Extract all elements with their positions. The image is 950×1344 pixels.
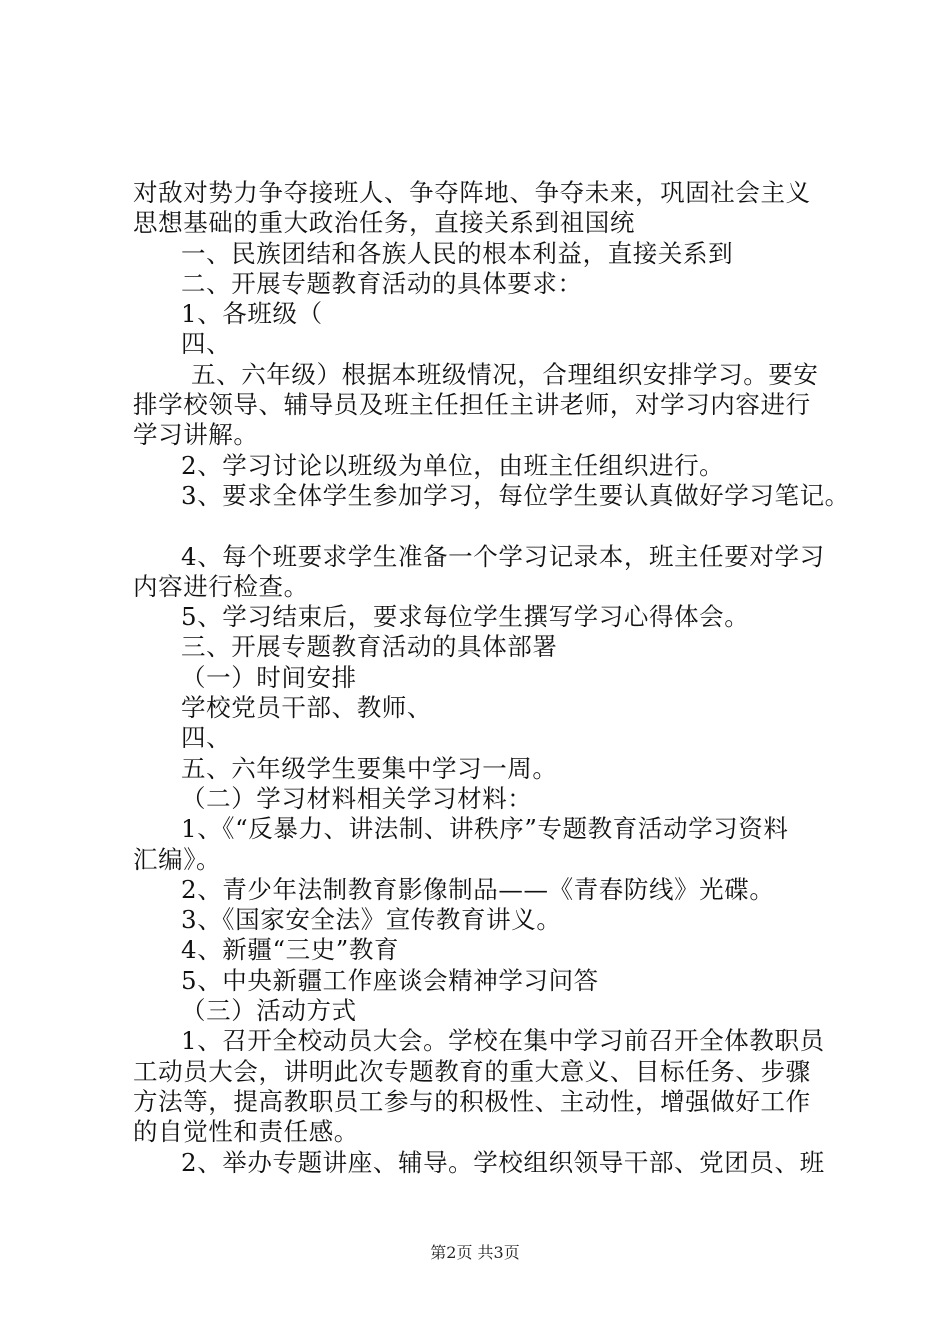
text-line: 对敌对势力争夺接班人、争夺阵地、争夺未来，巩固社会主义: [133, 178, 811, 207]
subsection-heading: （一）时间安排: [181, 662, 357, 692]
text-line: 的自觉性和责任感。: [133, 1117, 359, 1147]
blank-line: [133, 511, 838, 541]
text-line: 2、青少年法制教育影像制品——《青春防线》光碟。: [181, 874, 775, 904]
section-heading: 三、开展专题教育活动的具体部署: [181, 632, 558, 662]
text-line: 工动员大会，讲明此次专题教育的重大意义、目标任务、步骤: [133, 1056, 811, 1086]
text-line: 5、学习结束后，要求每位学生撰写学习心得体会。: [181, 602, 750, 632]
text-line: 2、学习讨论以班级为单位，由班主任组织进行。: [181, 450, 725, 480]
subsection-heading: （三）活动方式: [181, 996, 357, 1026]
page-footer: 第2页 共3页: [430, 1243, 520, 1262]
text-line: 4、每个班要求学生准备一个学习记录本，班主任要对学习: [181, 541, 825, 571]
text-line: 1、各班级（: [181, 299, 323, 329]
text-line: 5、中央新疆工作座谈会精神学习问答: [181, 965, 599, 995]
text-line: 五、六年级学生要集中学习一周。: [181, 753, 558, 783]
text-line: 汇编》。: [133, 844, 222, 874]
text-line: 方法等，提高教职员工参与的积极性、主动性，增强做好工作: [133, 1086, 811, 1116]
text-line: 四、: [181, 329, 232, 359]
text-line: 一、民族团结和各族人民的根本利益，直接关系到: [181, 238, 734, 268]
text-line: 3、《国家安全法》宣传教育讲义。: [181, 905, 562, 935]
text-line: 五、六年级）根据本班级情况，合理组织安排学习。要安: [191, 359, 819, 389]
text-line: 排学校领导、辅导员及班主任担任主讲老师，对学习内容进行: [133, 390, 811, 420]
text-line: 3、要求全体学生参加学习，每位学生要认真做好学习笔记。: [181, 480, 850, 510]
section-heading: 二、开展专题教育活动的具体要求：: [181, 268, 583, 298]
text-line: 内容进行检查。: [133, 571, 309, 601]
document-body: [133, 178, 850, 1178]
text-line: 思想基础的重大政治任务，直接关系到祖国统: [133, 208, 635, 238]
subsection-heading: （二）学习材料相关学习材料：: [181, 783, 533, 813]
text-line: 2、举办专题讲座、辅导。学校组织领导干部、党团员、班: [181, 1147, 825, 1177]
text-line: 学校党员干部、教师、: [181, 693, 432, 723]
text-line: 学习讲解。: [133, 420, 259, 450]
text-line: 1、召开全校动员大会。学校在集中学习前召开全体教职员: [181, 1026, 825, 1056]
text-line: 4、新疆“三史”教育: [181, 935, 400, 965]
text-line: 四、: [181, 723, 232, 753]
text-line: 1、《“反暴力、讲法制、讲秩序”专题教育活动学习资料: [181, 814, 789, 844]
